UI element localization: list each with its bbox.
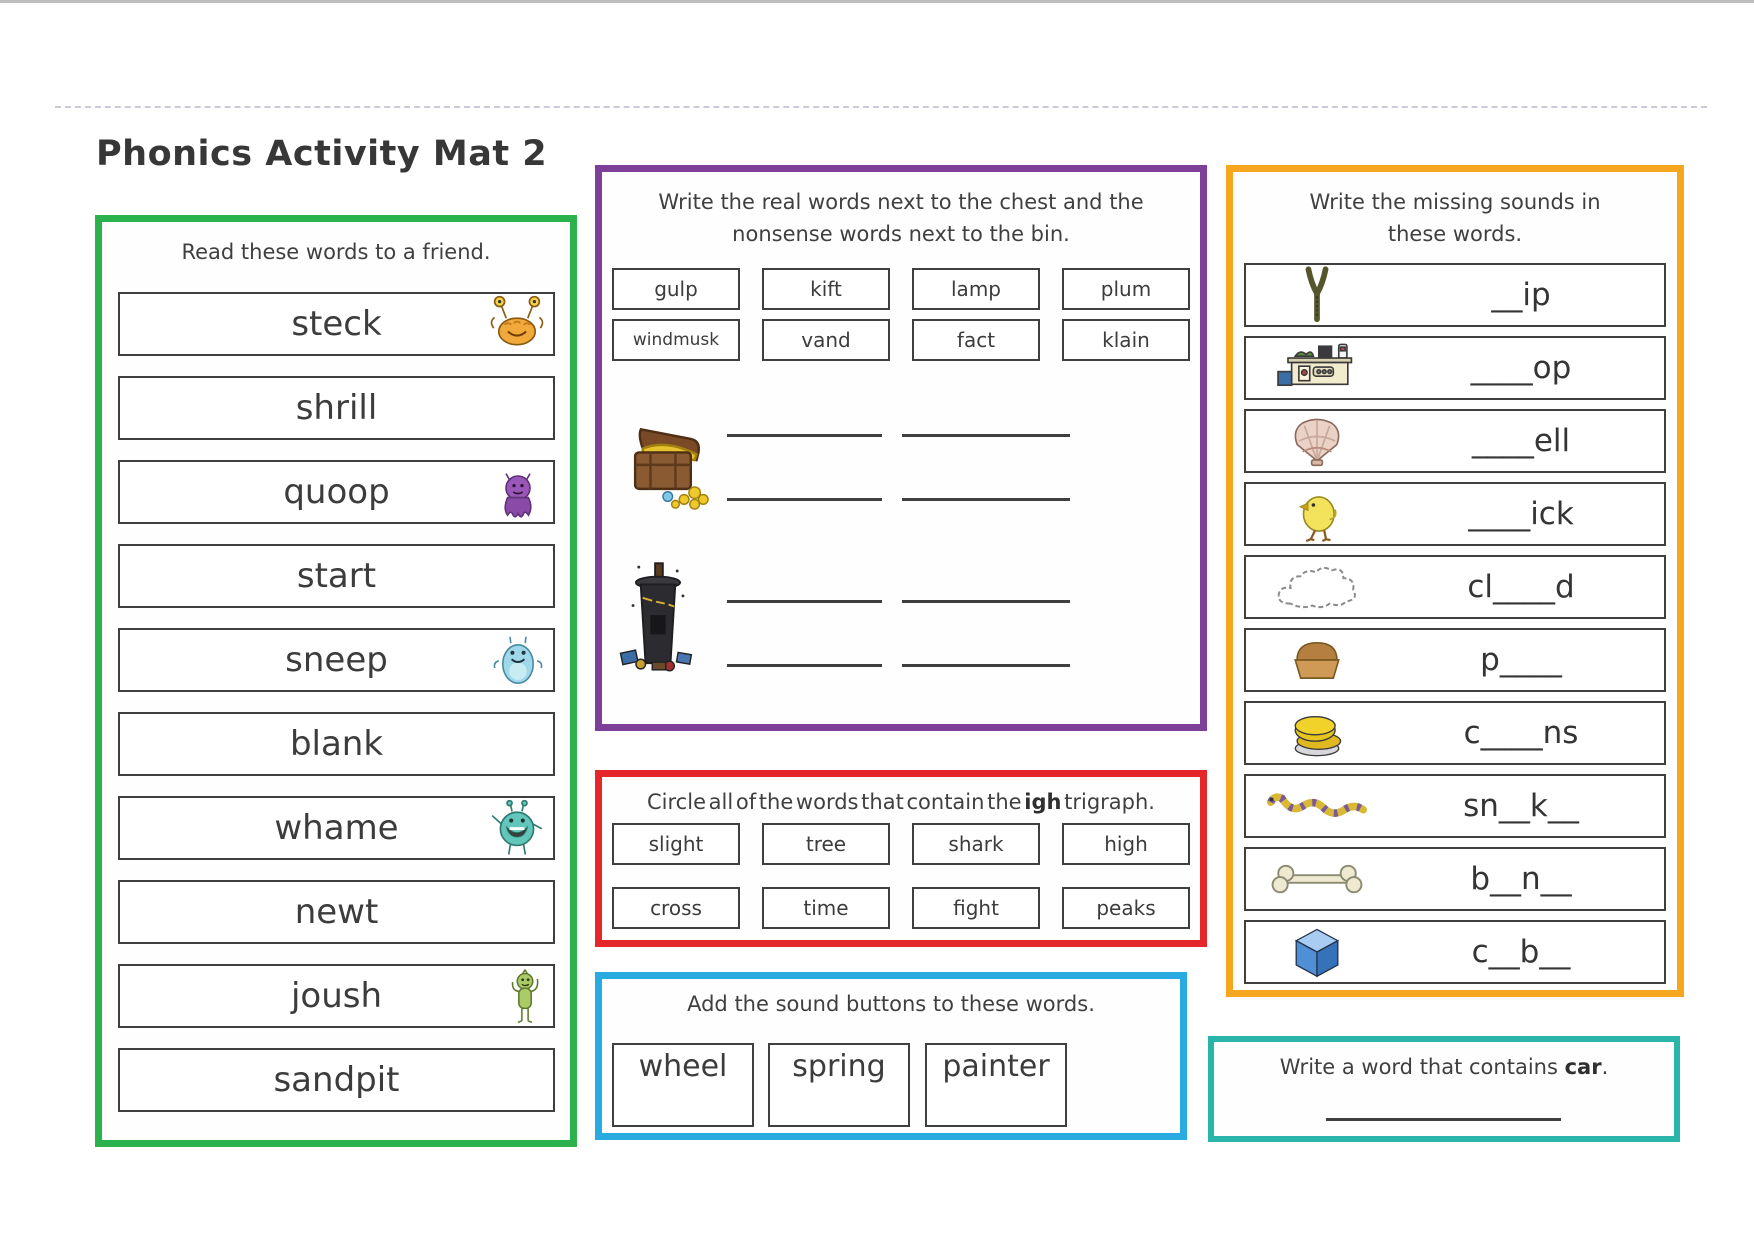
chest-answer-line [902, 434, 1070, 437]
instruction-bold-igh: igh [1024, 790, 1062, 814]
window-top-edge [0, 0, 1754, 3]
sort-word: klain [1062, 319, 1190, 361]
missing-sound-row [1244, 409, 1666, 473]
read-word: steck [291, 304, 382, 344]
shop-icon [1252, 339, 1382, 397]
bin-answer-line [727, 664, 882, 667]
sort-word: fact [912, 319, 1040, 361]
missing-sound-row [1244, 263, 1666, 327]
sort-word: lamp [912, 268, 1040, 310]
igh-word: high [1062, 823, 1190, 865]
zip-icon [1252, 265, 1382, 325]
missing-sound-row [1244, 482, 1666, 546]
igh-word: cross [612, 887, 740, 929]
missing-sound-answer: sn__k__ [1463, 788, 1579, 824]
read-word: whame [274, 808, 399, 848]
car-answer-line [1326, 1118, 1561, 1121]
snake-icon [1252, 789, 1382, 823]
sound-buttons-instruction: Add the sound buttons to these words. [687, 992, 1095, 1016]
teal-monster-icon [488, 799, 546, 857]
car-word-panel [1208, 1036, 1680, 1142]
orange-monster-icon [488, 295, 546, 353]
igh-instruction [602, 790, 1200, 814]
instruction-prefix: Write a word that contains [1279, 1055, 1565, 1079]
read-words-panel [95, 215, 577, 1147]
missing-sound-answer: p____ [1480, 642, 1562, 678]
missing-sound-row [1244, 336, 1666, 400]
coins-icon [1252, 707, 1382, 759]
chest-answer-line [902, 498, 1070, 501]
missing-sound-answer: __ip [1491, 277, 1551, 313]
bin-answer-line [902, 664, 1070, 667]
missing-sounds-instruction [1233, 186, 1677, 250]
sort-word: gulp [612, 268, 740, 310]
sort-word: vand [762, 319, 890, 361]
page-title: Phonics Activity Mat 2 [96, 134, 548, 174]
chest-answer-line [727, 434, 882, 437]
sort-word: plum [1062, 268, 1190, 310]
bin-answer-line [727, 600, 882, 603]
sound-button-word: painter [925, 1043, 1067, 1127]
instruction-bold-car: car [1564, 1055, 1602, 1079]
missing-sound-row [1244, 847, 1666, 911]
instruction-suffix: trigraph. [1061, 790, 1155, 814]
read-words-instruction: Read these words to a friend. [181, 240, 491, 264]
igh-word: slight [612, 823, 740, 865]
read-word-row [118, 712, 555, 776]
missing-sound-answer: c____ns [1463, 715, 1579, 751]
read-word: start [296, 556, 377, 596]
bin-answer-line [902, 600, 1070, 603]
instruction-suffix: . [1601, 1055, 1609, 1079]
instruction-line-2: nonsense words next to the bin. [732, 222, 1070, 246]
missing-sound-row [1244, 774, 1666, 838]
igh-word: tree [762, 823, 890, 865]
instruction-line-1: Write the real words next to the chest and the [658, 190, 1144, 214]
bone-icon [1252, 860, 1382, 898]
igh-trigraph-panel [595, 770, 1207, 947]
read-word-row [118, 880, 555, 944]
sound-button-word: wheel [612, 1043, 754, 1127]
missing-sound-answer: ____ick [1468, 496, 1574, 532]
shell-icon [1252, 414, 1382, 468]
igh-word: time [762, 887, 890, 929]
sort-word: kift [762, 268, 890, 310]
treasure-chest-icon [614, 414, 710, 510]
sound-buttons-panel [595, 972, 1187, 1140]
sort-word: windmusk [612, 319, 740, 361]
igh-word: shark [912, 823, 1040, 865]
chick-icon [1252, 485, 1382, 543]
read-word-row [118, 376, 555, 440]
read-word: blank [289, 724, 384, 764]
igh-word: fight [912, 887, 1040, 929]
read-word-row [118, 292, 555, 356]
purple-monster-icon [490, 462, 546, 522]
read-word: newt [294, 892, 379, 932]
read-word-row [118, 796, 555, 860]
cube-icon [1252, 924, 1382, 980]
missing-sound-row [1244, 920, 1666, 984]
missing-sounds-panel [1226, 165, 1684, 997]
missing-sound-answer: b__n__ [1470, 861, 1572, 897]
missing-sound-answer: ____ell [1471, 423, 1571, 459]
missing-sound-row [1244, 628, 1666, 692]
read-word-row [118, 628, 555, 692]
read-word-row [118, 544, 555, 608]
read-word-row [118, 460, 555, 524]
cloud-icon [1252, 562, 1382, 612]
read-word: shrill [295, 388, 378, 428]
real-nonsense-panel [595, 165, 1207, 731]
pie-icon [1252, 636, 1382, 684]
chest-answer-line [727, 498, 882, 501]
read-word-row [118, 964, 555, 1028]
instruction-line-1: Write the missing sounds in [1309, 190, 1601, 214]
read-word-row [118, 1048, 555, 1112]
missing-sound-answer: c__b__ [1471, 934, 1571, 970]
page-margin-dashed-line [55, 106, 1707, 108]
green-monster-icon [504, 965, 546, 1027]
read-word: joush [290, 976, 383, 1016]
missing-sound-answer: ____op [1470, 350, 1572, 386]
missing-sound-answer: cl____d [1467, 569, 1575, 605]
missing-sound-row [1244, 701, 1666, 765]
igh-word: peaks [1062, 887, 1190, 929]
instruction-prefix: Circle all of the words that contain the [647, 790, 1025, 814]
sound-button-word: spring [768, 1043, 910, 1127]
car-word-instruction [1214, 1055, 1674, 1079]
real-nonsense-instruction [602, 186, 1200, 250]
blue-monster-icon [490, 631, 546, 689]
read-word: sneep [285, 640, 388, 680]
missing-sound-row [1244, 555, 1666, 619]
read-word: sandpit [273, 1060, 400, 1100]
rubbish-bin-icon [610, 554, 706, 682]
read-word: quoop [283, 472, 390, 512]
instruction-line-2: these words. [1387, 222, 1523, 246]
